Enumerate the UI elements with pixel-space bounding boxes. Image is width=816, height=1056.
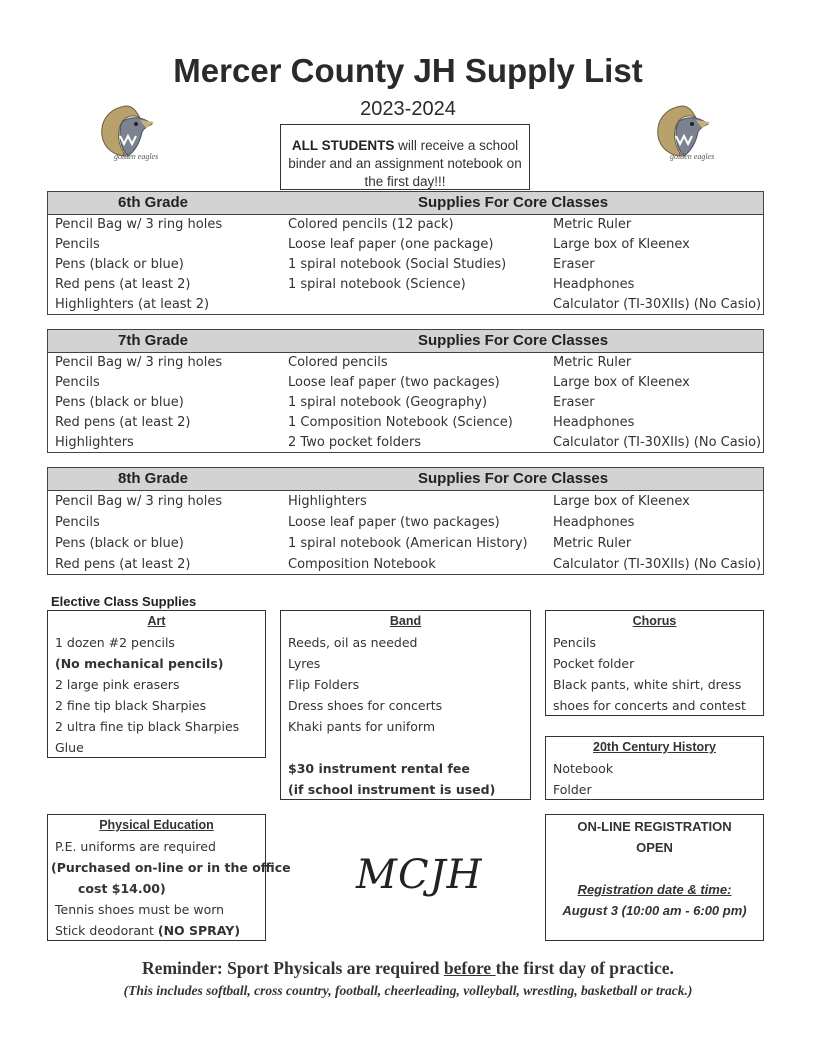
grade-6-col-2 bbox=[288, 215, 506, 295]
list-item: Flip Folders bbox=[288, 677, 360, 692]
list-item: Calculator (TI-30XIIs) (No Casio) bbox=[553, 435, 762, 450]
list-item: Red pens (at least 2) bbox=[55, 415, 191, 430]
history-title: 20th Century History bbox=[593, 740, 716, 754]
grade-8-col-3 bbox=[553, 491, 761, 575]
chorus-title: Chorus bbox=[632, 614, 677, 628]
band-title: Band bbox=[389, 614, 422, 628]
rental-fee: $30 instrument rental fee bbox=[288, 761, 470, 776]
notice-bold: ALL STUDENTS bbox=[291, 138, 395, 153]
mcjh-wordmark: MCJH bbox=[356, 852, 483, 898]
band-box bbox=[280, 610, 531, 800]
list-item: Eraser bbox=[553, 257, 595, 272]
list-item: Reeds, oil as needed bbox=[288, 635, 418, 650]
list-item: Calculator (TI-30XIIs) (No Casio) bbox=[553, 297, 762, 312]
registration-line-2: OPEN bbox=[636, 840, 673, 855]
list-item: Highlighters bbox=[55, 435, 134, 450]
grade-6-header bbox=[48, 192, 763, 215]
elective-heading: Elective Class Supplies bbox=[51, 594, 197, 609]
pe-box bbox=[47, 814, 291, 941]
binder-notice bbox=[280, 124, 530, 190]
sports-note: (This includes softball, cross country, football, cheerleading, volleyball, wrestling, basketball or track.) bbox=[123, 983, 693, 998]
art-box bbox=[47, 610, 266, 758]
core-supplies-label: Supplies For Core Classes bbox=[418, 332, 609, 349]
list-item: (No mechanical pencils) bbox=[55, 656, 224, 671]
list-item: Pocket folder bbox=[553, 656, 635, 671]
list-item: Large box of Kleenex bbox=[553, 237, 690, 252]
grade-7-box bbox=[47, 329, 764, 453]
rental-fee-note: (if school instrument is used) bbox=[288, 782, 496, 797]
list-item: 1 spiral notebook (Science) bbox=[288, 277, 466, 292]
list-item: Pens (black or blue) bbox=[55, 536, 184, 551]
spacer bbox=[281, 737, 530, 758]
list-item: Pens (black or blue) bbox=[55, 395, 184, 410]
grade-8-col-2 bbox=[288, 491, 528, 575]
list-item: Highlighters (at least 2) bbox=[55, 297, 210, 312]
eagle-icon bbox=[96, 102, 160, 158]
list-item: Pencils bbox=[55, 237, 100, 252]
list-item: Calculator (TI-30XIIs) (No Casio) bbox=[553, 557, 762, 572]
grade-label: 7th Grade bbox=[118, 332, 189, 349]
list-item: Headphones bbox=[553, 277, 635, 292]
list-item: Metric Ruler bbox=[553, 217, 632, 232]
list-item: P.E. uniforms are required bbox=[55, 839, 216, 854]
grade-label: 8th Grade bbox=[118, 470, 189, 487]
grade-6-col-1 bbox=[55, 215, 222, 315]
logo-caption: golden eagles bbox=[670, 152, 715, 161]
reminder-pre: Reminder: Sport Physicals are required bbox=[142, 958, 444, 978]
list-item: Loose leaf paper (two packages) bbox=[288, 375, 500, 390]
list-item: Metric Ruler bbox=[553, 355, 632, 370]
list-item: 2 ultra fine tip black Sharpies bbox=[55, 719, 240, 734]
grade-7-header bbox=[48, 330, 763, 353]
list-item: Headphones bbox=[553, 415, 635, 430]
chorus-box bbox=[545, 610, 764, 716]
reminder bbox=[0, 958, 816, 979]
grade-label: 6th Grade bbox=[118, 194, 189, 211]
spacer bbox=[546, 858, 763, 879]
list-item: 1 spiral notebook (Geography) bbox=[288, 395, 488, 410]
list-item: Large box of Kleenex bbox=[553, 494, 690, 509]
registration-line-1: ON-LINE REGISTRATION bbox=[577, 819, 732, 834]
list-item: Lyres bbox=[288, 656, 321, 671]
list-item: Pencils bbox=[55, 515, 100, 530]
grade-8-box bbox=[47, 467, 764, 575]
list-item: Metric Ruler bbox=[553, 536, 632, 551]
list-item: Black pants, white shirt, dress bbox=[553, 677, 742, 692]
list-item: Composition Notebook bbox=[288, 557, 436, 572]
list-item: Red pens (at least 2) bbox=[55, 277, 191, 292]
golden-eagle-logo-left bbox=[96, 102, 176, 168]
deodorant-text: Stick deodorant bbox=[55, 923, 158, 938]
notice-text: will receive a school binder and an assignment notebook on the first day!!! bbox=[288, 138, 522, 189]
registration-label: Registration date & time: bbox=[577, 882, 732, 897]
school-year: 2023-2024 bbox=[360, 98, 456, 120]
list-item bbox=[48, 920, 265, 941]
list-item: Pencil Bag w/ 3 ring holes bbox=[55, 217, 223, 232]
registration-date: August 3 (10:00 am - 6:00 pm) bbox=[562, 903, 747, 918]
list-item: (Purchased on-line or in the office bbox=[51, 860, 291, 875]
art-title: Art bbox=[147, 614, 166, 628]
list-item: Colored pencils (12 pack) bbox=[288, 217, 454, 232]
list-item: Notebook bbox=[553, 761, 614, 776]
grade-7-col-3 bbox=[553, 353, 761, 453]
list-item: Dress shoes for concerts bbox=[288, 698, 443, 713]
list-item: Glue bbox=[55, 740, 84, 755]
list-item: Pencils bbox=[553, 635, 597, 650]
no-spray-text: (NO SPRAY) bbox=[157, 923, 241, 938]
core-supplies-label: Supplies For Core Classes bbox=[418, 470, 609, 487]
list-item: Pencils bbox=[55, 375, 100, 390]
reminder-before: before bbox=[443, 958, 496, 978]
list-item: 1 dozen #2 pencils bbox=[55, 635, 175, 650]
list-item: 2 fine tip black Sharpies bbox=[55, 698, 207, 713]
list-item: Red pens (at least 2) bbox=[55, 557, 191, 572]
list-item: Tennis shoes must be worn bbox=[55, 902, 225, 917]
registration-box bbox=[545, 814, 764, 941]
list-item: Highlighters bbox=[288, 494, 367, 509]
list-item: 1 Composition Notebook (Science) bbox=[288, 415, 513, 430]
list-item: cost $14.00) bbox=[78, 881, 166, 896]
list-item: 2 Two pocket folders bbox=[288, 435, 422, 450]
list-item: shoes for concerts and contest bbox=[553, 698, 746, 713]
list-item: 1 spiral notebook (Social Studies) bbox=[288, 257, 507, 272]
pe-title: Physical Education bbox=[99, 818, 214, 832]
list-item: Folder bbox=[553, 782, 592, 797]
list-item: 1 spiral notebook (American History) bbox=[288, 536, 528, 551]
list-item: Eraser bbox=[553, 395, 595, 410]
grade-8-header bbox=[48, 468, 763, 491]
list-item: Headphones bbox=[553, 515, 635, 530]
grade-8-col-1 bbox=[55, 491, 222, 575]
list-item: Khaki pants for uniform bbox=[288, 719, 435, 734]
core-supplies-label: Supplies For Core Classes bbox=[418, 194, 609, 211]
list-item: Loose leaf paper (one package) bbox=[288, 237, 494, 252]
page-title: Mercer County JH Supply List bbox=[173, 52, 643, 89]
list-item: 2 large pink erasers bbox=[55, 677, 180, 692]
grade-7-col-1 bbox=[55, 353, 222, 453]
history-box bbox=[545, 736, 764, 800]
list-item: Pens (black or blue) bbox=[55, 257, 184, 272]
grade-7-col-2 bbox=[288, 353, 513, 453]
reminder-post: the first day of practice. bbox=[495, 958, 674, 978]
list-item: Colored pencils bbox=[288, 355, 388, 370]
list-item: Loose leaf paper (two packages) bbox=[288, 515, 500, 530]
grade-6-box bbox=[47, 191, 764, 315]
list-item: Pencil Bag w/ 3 ring holes bbox=[55, 355, 223, 370]
eagle-icon bbox=[652, 102, 716, 158]
grade-6-col-3 bbox=[553, 215, 761, 315]
list-item: Pencil Bag w/ 3 ring holes bbox=[55, 494, 223, 509]
logo-caption: golden eagles bbox=[114, 152, 159, 161]
golden-eagle-logo-right bbox=[652, 102, 732, 168]
list-item: Large box of Kleenex bbox=[553, 375, 690, 390]
